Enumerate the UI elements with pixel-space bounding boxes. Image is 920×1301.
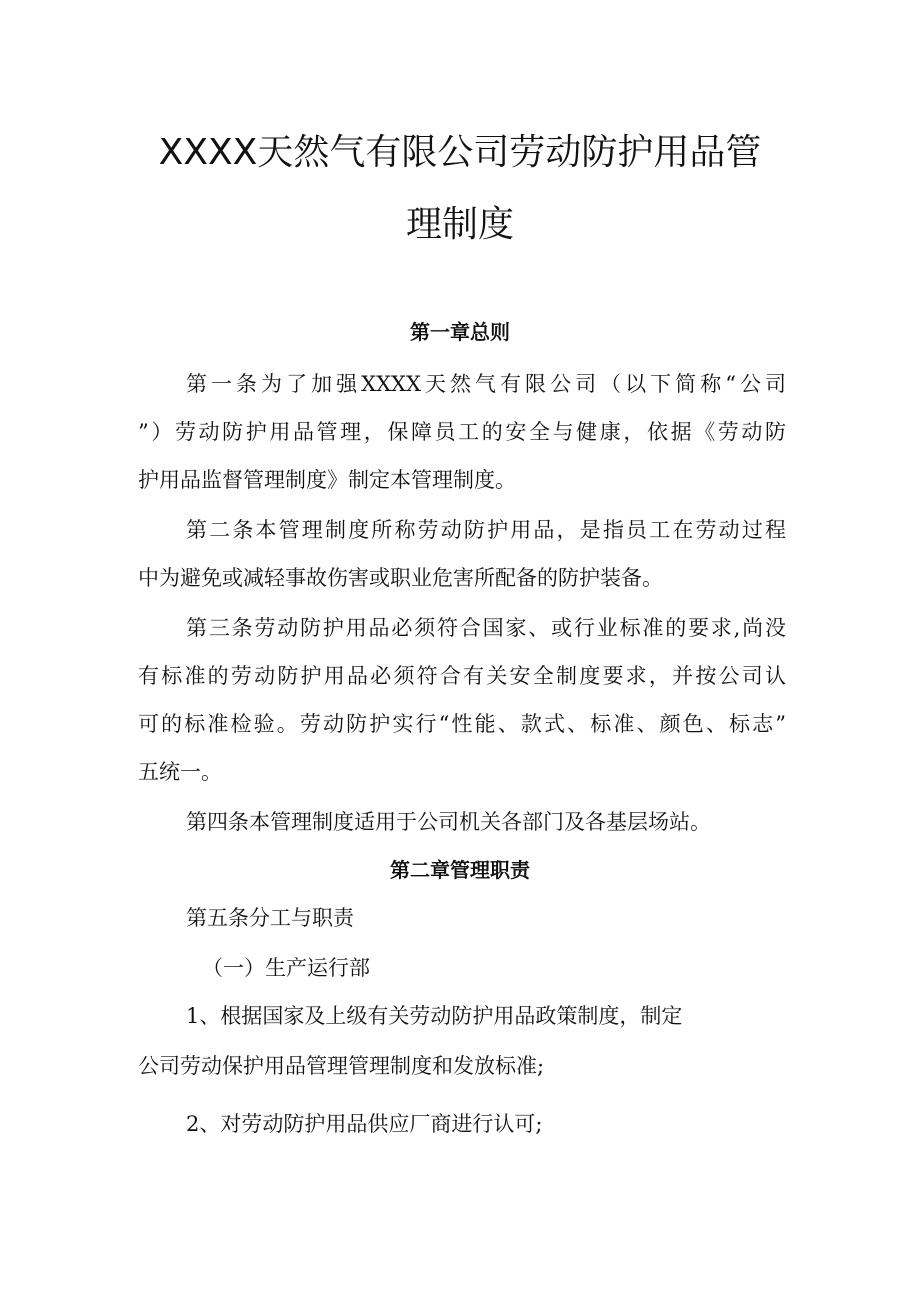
article-4-line-1: 第四条本管理制度适用于公司机关各部门及各基层场站。 [186,810,711,834]
item-1-line-1: 1、根据国家及上级有关劳动防护用品政策制度，制定 [186,1004,683,1028]
item-2-line-1: 2、对劳动防护用品供应厂商进行认可; [186,1112,543,1136]
article-1-line-2: ”）劳动防护用品管理，保障员工的安全与健康，依据《劳动防 [138,420,786,444]
item-1-line-2: 公司劳动保护用品管理管理制度和发放标准; [138,1054,545,1078]
article-2-line-2: 中为避免或减轻事故伤害或职业危害所配备的防护装备。 [138,566,663,590]
article-5-heading: 第五条分工与职责 [186,906,354,930]
article-3-line-3: 可的标准检验。劳动防护实行“性能、款式、标准、颜色、标志” [138,712,786,736]
article-1-line-3: 护用品监督管理制度》制定本管理制度。 [138,468,516,492]
article-3-line-1: 第三条劳动防护用品必须符合国家、或行业标准的要求,尚没 [186,616,786,640]
document-title-line-1: XXXX天然气有限公司劳动防护用品管 [158,132,762,173]
article-2-line-1: 第二条本管理制度所称劳动防护用品，是指员工在劳动过程 [186,518,786,542]
section-1-heading: （一）生产运行部 [202,956,370,980]
article-3-line-4: 五统一。 [138,760,222,784]
document-title-line-2: 理制度 [405,204,514,245]
chapter-heading-2: 第二章管理职责 [390,858,530,882]
article-1-line-1: 第一条为了加强XXXX天然气有限公司（以下简称“公司 [186,372,786,396]
article-3-line-2: 有标准的劳动防护用品必须符合有关安全制度要求，并按公司认 [138,664,786,688]
chapter-heading-1: 第一章总则 [410,320,510,344]
